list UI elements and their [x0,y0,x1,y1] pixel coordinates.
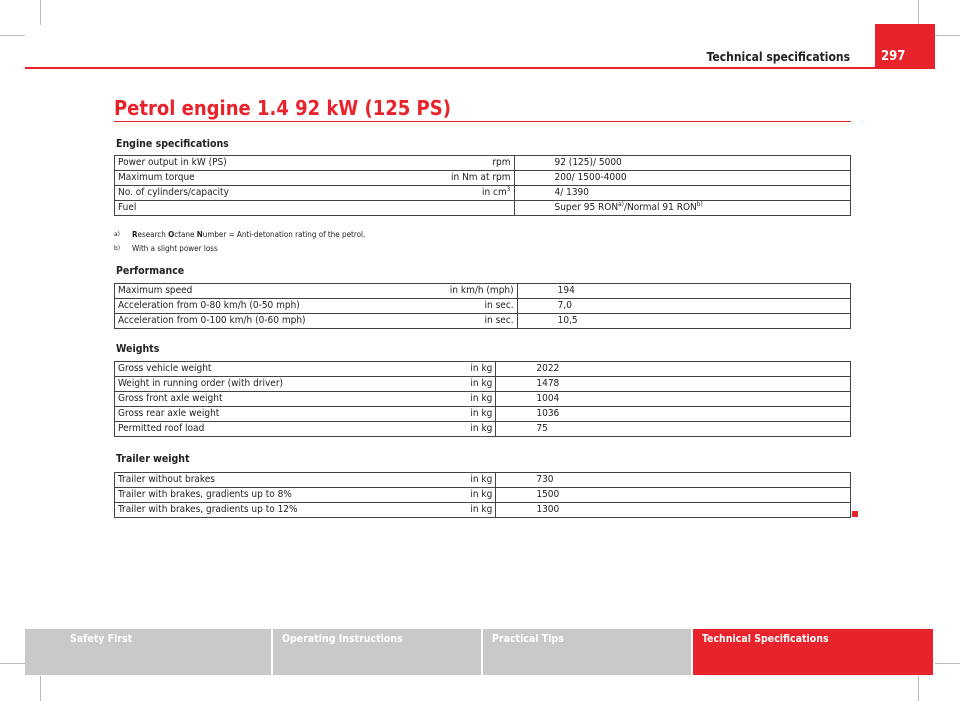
running-header: Technical specifications [706,50,850,64]
crop-mark [40,0,41,25]
row-unit: in sec. [447,299,517,314]
page-title: Petrol engine 1.4 92 kW (125 PS) [114,96,451,120]
header-rule [25,67,935,69]
section-end-marker [852,511,858,517]
tab-practical-tips[interactable]: Practical Tips [483,629,691,675]
weights-heading: Weights [116,343,160,355]
engine-specs-table [114,155,851,216]
table-row [115,407,851,422]
table-row [115,473,851,488]
footnote-b [114,244,218,253]
table-row [115,488,851,503]
footnote-bold-letter: O [168,230,175,239]
table-row [115,171,851,186]
row-value: 1004 [496,392,851,407]
row-unit: in kg [467,377,495,392]
engine-specs-heading: Engine specifications [116,138,229,150]
tab-safety-first[interactable]: Safety First [25,629,271,675]
footnote-ref-b: b) [696,200,703,208]
trailer-weight-heading: Trailer weight [116,453,190,465]
row-label: Weight in running order (with driver) [115,377,468,392]
row-label: Trailer with brakes, gradients up to 8% [115,488,468,503]
row-value: 1478 [496,377,851,392]
row-value: 200/ 1500-4000 [514,171,851,186]
row-label: Trailer without brakes [115,473,468,488]
row-value: 194 [517,284,850,299]
fuel-alternate: /Normal 91 RON [623,202,697,213]
row-label: Gross vehicle weight [115,362,468,377]
footnote-text: umber = Anti-detonation rating of the petrol. [202,230,366,239]
row-value: 1500 [496,488,851,503]
crop-mark [935,663,960,664]
footnote-text: esearch [137,230,169,239]
footnote-text: With a slight power loss [132,244,218,253]
table-row [115,201,851,216]
row-label: Gross front axle weight [115,392,468,407]
weights-table [114,361,851,437]
unit-text: in cm [481,187,507,198]
row-unit: in kg [467,503,495,518]
performance-table [114,283,851,329]
row-unit [448,186,514,201]
row-unit: in sec. [447,314,517,329]
table-row [115,392,851,407]
unit-superscript: 3 [506,185,511,193]
table-row [115,362,851,377]
row-label: Permitted roof load [115,422,468,437]
row-value: 4/ 1390 [514,186,851,201]
footnote-bold-letter: R [132,230,138,239]
row-value: 92 (125)/ 5000 [514,156,851,171]
table-row [115,186,851,201]
table-row [115,503,851,518]
footnote-ref-a: a) [618,200,624,208]
row-unit: rpm [448,156,514,171]
table-row [115,284,851,299]
trailer-weight-table [114,472,851,518]
row-unit: in kg [467,422,495,437]
crop-mark [40,676,41,701]
table-row [115,314,851,329]
row-unit: in kg [467,407,495,422]
row-unit: in Nm at rpm [448,171,514,186]
row-value: 1036 [496,407,851,422]
footnote-a [114,230,365,239]
row-value: 75 [496,422,851,437]
row-unit: in kg [467,362,495,377]
table-row [115,422,851,437]
row-value: 730 [496,473,851,488]
title-rule [114,121,851,122]
row-label: No. of cylinders/capacity [115,186,449,201]
crop-mark [918,0,919,25]
row-value: 2022 [496,362,851,377]
footnote-bold-letter: N [196,230,203,239]
tab-operating-instructions[interactable]: Operating Instructions [273,629,481,675]
row-value: 1300 [496,503,851,518]
row-value [514,201,851,216]
row-label: Maximum speed [115,284,447,299]
row-unit: in kg [467,473,495,488]
row-label: Fuel [115,201,449,216]
row-label: Maximum torque [115,171,449,186]
page-number: 297 [875,24,935,69]
row-unit: in km/h (mph) [447,284,517,299]
table-row [115,156,851,171]
row-label: Acceleration from 0-80 km/h (0-50 mph) [115,299,447,314]
crop-mark [918,676,919,701]
crop-mark [0,663,25,664]
row-value: 10,5 [517,314,850,329]
row-unit: in kg [467,488,495,503]
table-row [115,377,851,392]
crop-mark [0,35,25,36]
footnote-mark: b) [114,244,120,252]
crop-mark [935,35,960,36]
row-unit [448,201,514,216]
row-label: Power output in kW (PS) [115,156,449,171]
tab-technical-specifications[interactable]: Technical Specifications [693,629,933,675]
table-row [115,299,851,314]
footnote-text: ctane [174,230,197,239]
row-label: Trailer with brakes, gradients up to 12% [115,503,468,518]
footnote-mark: a) [114,230,120,238]
performance-heading: Performance [116,265,185,277]
row-unit: in kg [467,392,495,407]
row-value: 7,0 [517,299,850,314]
fuel-primary: Super 95 RON [554,202,619,213]
chapter-nav [25,629,935,675]
row-label: Gross rear axle weight [115,407,468,422]
row-label: Acceleration from 0-100 km/h (0-60 mph) [115,314,447,329]
